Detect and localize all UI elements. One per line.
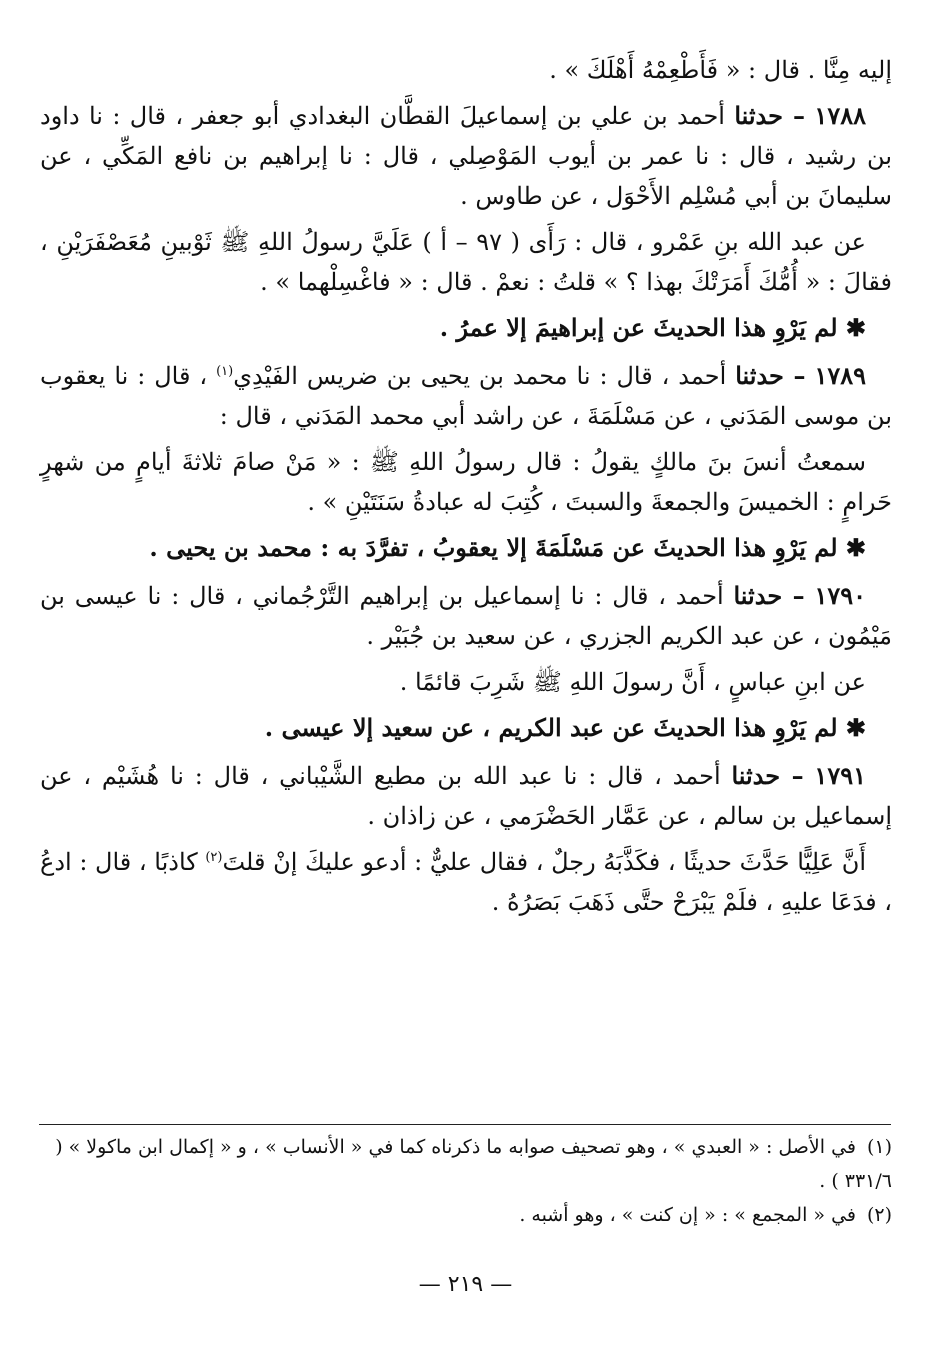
- isnad-text: أحمد ، قال : نا عبد الله بن مطيع الشَّيْباني ، قال : نا هُشَيْم ، عن إسماعيل بن سالم ، عن عَمَّار الحَضْرَمي ، عن زاذان .: [40, 762, 892, 830]
- isnad-text: أحمد بن علي بن إسماعيلَ القطَّان البغدادي أبو جعفر ، قال : نا داود بن رشيد ، قال : نا عمر بن أيوب المَوْصِلي ، قال : نا إبراهيم بن نافع المَكِّي ، عن سليمانَ بن أبي مُسْلِم الأَحْوَل ، عن طاوس .: [40, 102, 892, 210]
- hadith-1788-matn: عن عبد الله بنِ عَمْرو ، قال : رَأَى ( ٩٧ – أ ) عَلَيَّ رسولُ اللهِ ﷺ ثَوْبينِ مُعَصْفَرَيْنِ ، فقالَ : « أُمُّكَ أَمَرَتْكَ بهذا ؟ » قلتُ : نعمْ . قال : « فاغْسِلْهما » .: [40, 228, 892, 296]
- footnote-divider: [39, 1124, 891, 1125]
- hadith-1790-isnad: [40, 576, 892, 656]
- hadith-number: ١٧٨٨: [814, 101, 866, 130]
- footnotes: [40, 1130, 892, 1232]
- hadith-number: ١٧٨٩: [814, 361, 867, 390]
- hadith-lead: – حدثنا: [734, 101, 806, 130]
- hadith-1788-isnad: [40, 96, 892, 216]
- hadith-1789-isnad: [40, 356, 892, 436]
- hadith-1788-note: ✱ لم يَرْوِ هذا الحديثَ عن إبراهيمَ إلا عمرُ .: [439, 313, 866, 342]
- footnote-marker: (٢): [205, 850, 223, 865]
- footnote-2: [40, 1198, 892, 1232]
- page-number: — ٢١٩ —: [418, 1272, 513, 1297]
- continued-text: إليه مِنَّا . قال : « فَأَطْعِمْهُ أَهْلَكَ » .: [549, 56, 892, 84]
- hadith-1791-isnad: [40, 756, 892, 836]
- footnote-number: (١): [866, 1136, 892, 1158]
- isnad-text: ، قال : نا يعقوب بن موسى المَدَني ، عن مَسْلَمَةَ ، عن راشد أبي محمد المَدَني ، قال :: [40, 362, 892, 430]
- hadith-number: ١٧٩١: [814, 761, 866, 790]
- page-body: [40, 50, 892, 928]
- hadith-1789-note: ✱ لم يَرْوِ هذا الحديثَ عن مَسْلَمَةَ إلا يعقوبُ ، تفرَّدَ به : محمد بن يحيى .: [149, 533, 866, 562]
- isnad-text: أحمد ، قال : نا إسماعيل بن إبراهيم التَّرْجُماني ، قال : نا عيسى بن مَيْمُون ، عن عبد الكريم الجزري ، عن سعيد بن جُبَيْر .: [40, 582, 892, 650]
- matn-text: كاذبًا ، قال : ادعُ ، فدَعَا عليهِ ، فلَمْ يَبْرَحْ حتَّى ذَهَبَ بَصَرُهُ .: [40, 848, 892, 916]
- hadith-1791-matn: [40, 842, 892, 922]
- hadith-number: ١٧٩٠: [814, 581, 866, 610]
- hadith-1790-matn: عن ابنِ عباسٍ ، أَنَّ رسولَ اللهِ ﷺ شَرِبَ قائمًا .: [399, 668, 866, 696]
- footnote-marker: (١): [216, 364, 234, 379]
- matn-text: أَنَّ عَلِيًّا حَدَّثَ حديثًا ، فكَذَّبَهُ رجلٌ ، فقال عليٌّ : أدعو عليكَ إنْ قلتَ: [222, 848, 866, 876]
- hadith-1789-matn: سمعتُ أنسَ بنَ مالكٍ يقولُ : قال رسولُ اللهِ ﷺ : « مَنْ صامَ ثلاثةَ أيامٍ من شهرٍ حَرامٍ : الخميسَ والجمعةَ والسبتَ ، كُتِبَ له عبادةُ سَنَتَيْنِ » .: [40, 448, 892, 516]
- footnote-1: [40, 1130, 892, 1198]
- hadith-lead: – حدثنا: [731, 761, 804, 790]
- hadith-lead: – حدثنا: [733, 581, 805, 610]
- hadith-lead: – حدثنا: [735, 361, 806, 390]
- isnad-text: أحمد ، قال : نا محمد بن يحيى بن ضريس الفَيْدِي: [233, 362, 727, 390]
- footnote-text: في الأصل : « العبدي » ، وهو تصحيف صوابه ما ذكرناه كما في « الأنساب » ، و « إكمال ابن ماكولا » ( ٣٣١/٦ ) .: [55, 1136, 892, 1192]
- footnote-text: في « المجمع » : « إن كنت » ، وهو أشبه .: [519, 1204, 856, 1226]
- hadith-1790-note: ✱ لم يَرْوِ هذا الحديثَ عن عبد الكريم ، عن سعيد إلا عيسى .: [264, 713, 866, 742]
- footnote-number: (٢): [866, 1204, 892, 1226]
